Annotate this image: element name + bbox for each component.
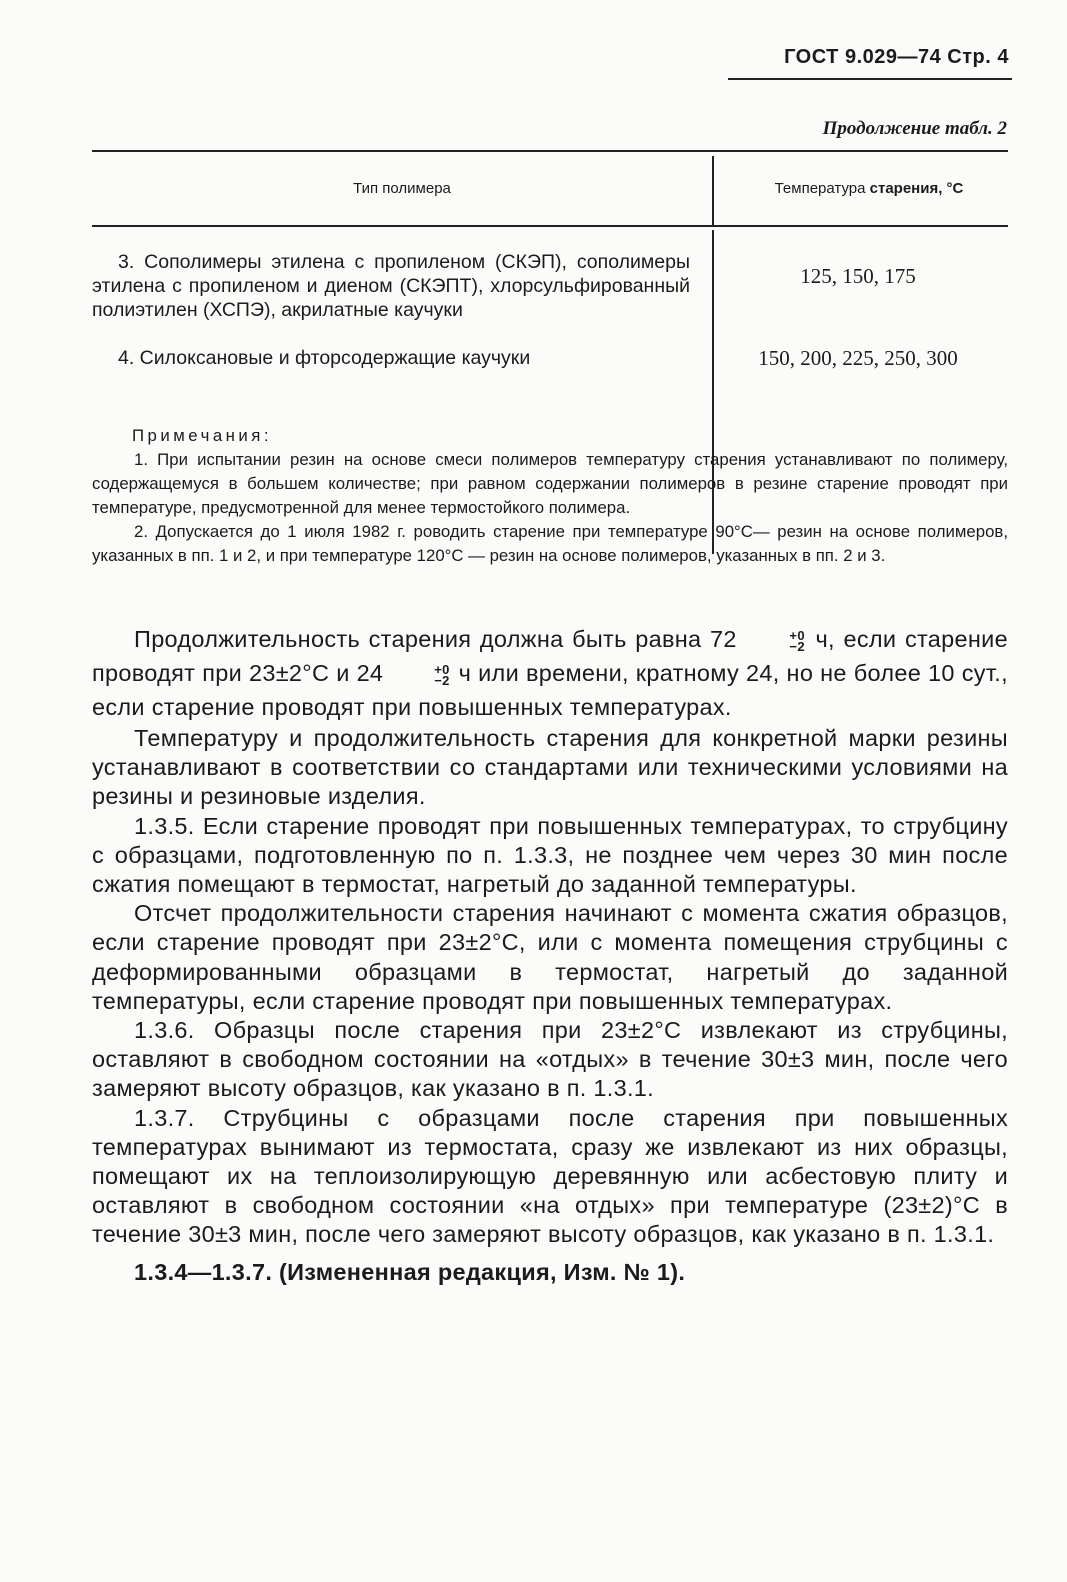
amendment-note: 1.3.4—1.3.7. (Измененная редакция, Изм. № 1). xyxy=(134,1258,686,1285)
column-header-temperature-prefix: Температура xyxy=(774,180,866,197)
main-text xyxy=(92,622,1008,1287)
table-row-3-polymer xyxy=(92,250,690,322)
table-row-3-text: 3. Сополимеры этилена с пропиленом (СКЭП), сополимеры этилена с пропиленом и диеном (СКЭПТ), хлорсульфированный полиэтилен (ХСПЭ), акрилатные каучуки xyxy=(92,251,690,321)
paragraph-1-3-6: 1.3.6. Образцы после старения при 23±2°С извлекают из струбцины, оставляют в свободном состоянии на «отдых» в течение 30±3 мин, после чего замеряют высоту образцов, как указано в п. 1.3.1. xyxy=(92,1017,1008,1102)
paragraph-duration-start: Отсчет продолжительности старения начинают с момента сжатия образцов, если старение проводят при 23±2°С, или с момента помещения струбцины с деформированными образцами в термостат, нагретый до заданной температуры, если старение проводят при повышенных температурах. xyxy=(92,900,1008,1014)
tolerance-72-upper: +0 xyxy=(789,627,805,643)
table-continuation-label: Продолжение табл. 2 xyxy=(822,118,1007,139)
paragraph-temperature-selection: Температуру и продолжительность старения для конкретной марки резины устанавливают в соответствии со стандартами или техническими условиями на резины и резиновые изделия. xyxy=(92,725,1008,810)
notes-section xyxy=(92,424,1008,568)
table-header-divider xyxy=(712,156,714,226)
column-header-temperature-unit: старения, °С xyxy=(869,180,964,197)
tolerance-72-lower: −2 xyxy=(789,638,805,654)
duration-text-part-2: ч, если старение проводят при 23±2°С и 24 xyxy=(92,626,1008,686)
tolerance-24-lower: −2 xyxy=(434,672,450,688)
tolerance-24 xyxy=(392,661,450,688)
paragraph-1-3-5: 1.3.5. Если старение проводят при повышенных температурах, то струбцину с образцами, подготовленную по п. 1.3.3, не позднее чем через 30 мин после сжатия помещают в термостат, нагретый до заданной температуры. xyxy=(92,812,1008,898)
table-row-4-polymer xyxy=(92,346,690,370)
paragraph-aging-duration xyxy=(92,622,1008,724)
table-row-3-temperatures: 125, 150, 175 xyxy=(800,264,916,288)
table-top-rule xyxy=(92,150,1008,152)
tolerance-72 xyxy=(747,627,805,654)
tolerance-24-upper: +0 xyxy=(434,661,450,677)
duration-text-part-1: Продолжительность старения должна быть равна 72 xyxy=(134,626,737,652)
column-header-polymer-type: Тип полимера xyxy=(353,180,451,197)
paragraph-1-3-7: 1.3.7. Струбцины с образцами после старения при повышенных температурах вынимают из термостата, сразу же извлекают из них образцы, помещают их на теплоизолирующую деревянную или асбестовую плиту и оставляют в свободном состоянии «на отдых» при температуре (23±2)°С в течение 30±3 мин, после чего замеряют высоту образцов, как указано в п. 1.3.1. xyxy=(92,1104,1008,1248)
table-row-4-temperatures: 150, 200, 225, 250, 300 xyxy=(758,346,958,370)
note-1: 1. При испытании резин на основе смеси полимеров температуру старения устанавливают по полимеру, содержащемуся в большем количестве; при равном содержании полимеров в резине старение проводят при температуре, предусмотренной для менее термостойкого полимера. xyxy=(92,450,1008,517)
column-header-temperature xyxy=(730,180,1008,197)
notes-title: Примечания: xyxy=(132,426,273,445)
header-rule xyxy=(728,78,1012,80)
table-header-rule xyxy=(92,225,1008,227)
note-2: 2. Допускается до 1 июля 1982 г. роводить старение при температуре 90°С— резин на основе полимеров, указанных в пп. 1 и 2, и при температуре 120°С — резин на основе полимеров, указанных в пп. 2 и 3. xyxy=(92,522,1008,565)
duration-text-part-3: ч или времени, кратному 24, но не более 10 сут., если старение проводят при повышенных температурах. xyxy=(92,660,1008,720)
running-header: ГОСТ 9.029—74 Стр. 4 xyxy=(784,46,1009,68)
table-row-4-text: 4. Силоксановые и фторсодержащие каучуки xyxy=(118,347,531,369)
